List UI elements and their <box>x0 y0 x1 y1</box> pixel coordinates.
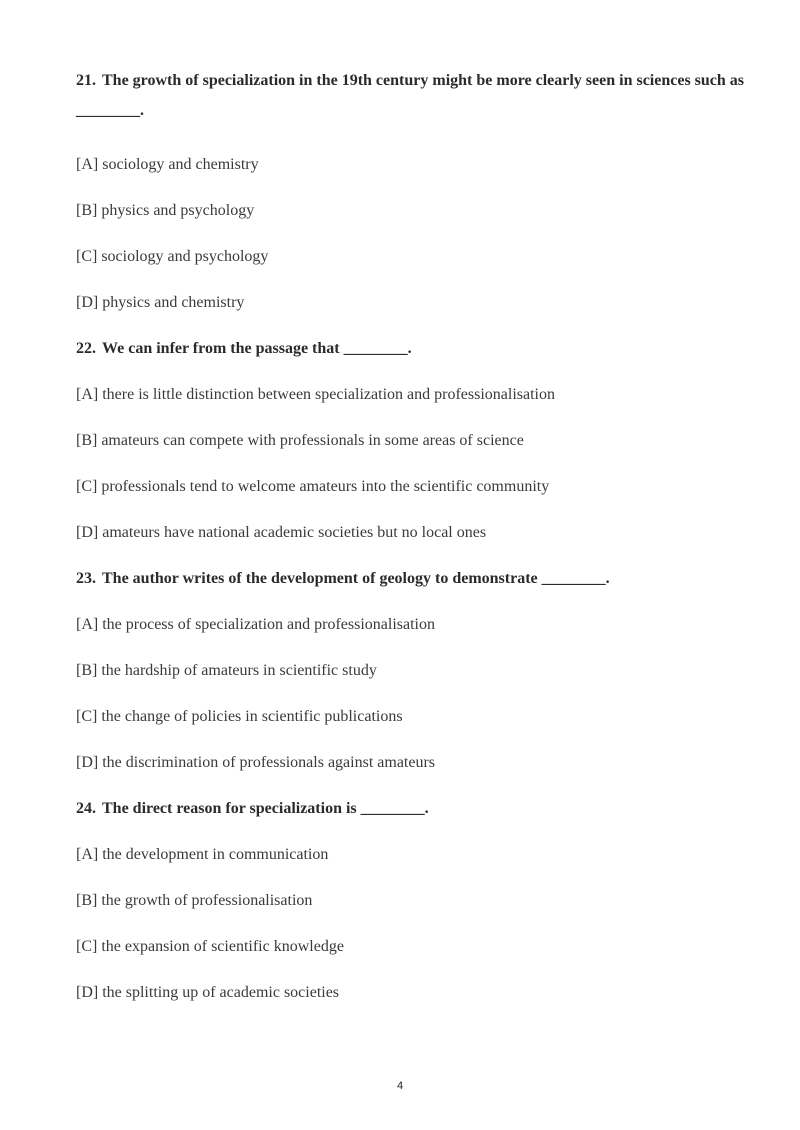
question-text: The direct reason for specialization is ________. <box>102 800 429 817</box>
question-text: The growth of specialization in the 19th century might be more clearly seen in sciences such as ________. <box>76 72 745 119</box>
question-text: The author writes of the development of geology to demonstrate ________. <box>102 570 610 587</box>
question-22 <box>76 338 760 544</box>
option-d: [D] the splitting up of academic societies <box>76 984 340 1001</box>
option-d: [D] amateurs have national academic societies but no local ones <box>76 524 487 541</box>
question-stem <box>76 66 760 126</box>
option-b: [B] the hardship of amateurs in scientific study <box>76 662 377 679</box>
option-c: [C] the expansion of scientific knowledge <box>76 938 344 955</box>
question-stem <box>76 798 760 820</box>
question-24 <box>76 798 760 1004</box>
page-number: 4 <box>396 1080 404 1092</box>
question-number: 21. <box>76 72 96 89</box>
option-b: [B] the growth of professionalisation <box>76 892 313 909</box>
question-page <box>76 66 760 1004</box>
question-21 <box>76 66 760 314</box>
option-a: [A] the development in communication <box>76 846 329 863</box>
question-text: We can infer from the passage that ________. <box>102 340 412 357</box>
question-number: 22. <box>76 340 96 357</box>
question-23 <box>76 568 760 774</box>
option-b: [B] physics and psychology <box>76 202 255 219</box>
option-b: [B] amateurs can compete with professionals in some areas of science <box>76 432 524 449</box>
option-c: [C] sociology and psychology <box>76 248 269 265</box>
question-number: 24. <box>76 800 96 817</box>
question-stem <box>76 568 760 590</box>
question-number: 23. <box>76 570 96 587</box>
option-d: [D] physics and chemistry <box>76 294 245 311</box>
option-c: [C] professionals tend to welcome amateurs into the scientific community <box>76 478 550 495</box>
option-c: [C] the change of policies in scientific publications <box>76 708 403 725</box>
option-a: [A] the process of specialization and professionalisation <box>76 616 435 633</box>
option-a: [A] there is little distinction between specialization and professionalisation <box>76 386 555 403</box>
option-a: [A] sociology and chemistry <box>76 156 259 173</box>
option-d: [D] the discrimination of professionals against amateurs <box>76 754 436 771</box>
question-stem <box>76 338 760 360</box>
